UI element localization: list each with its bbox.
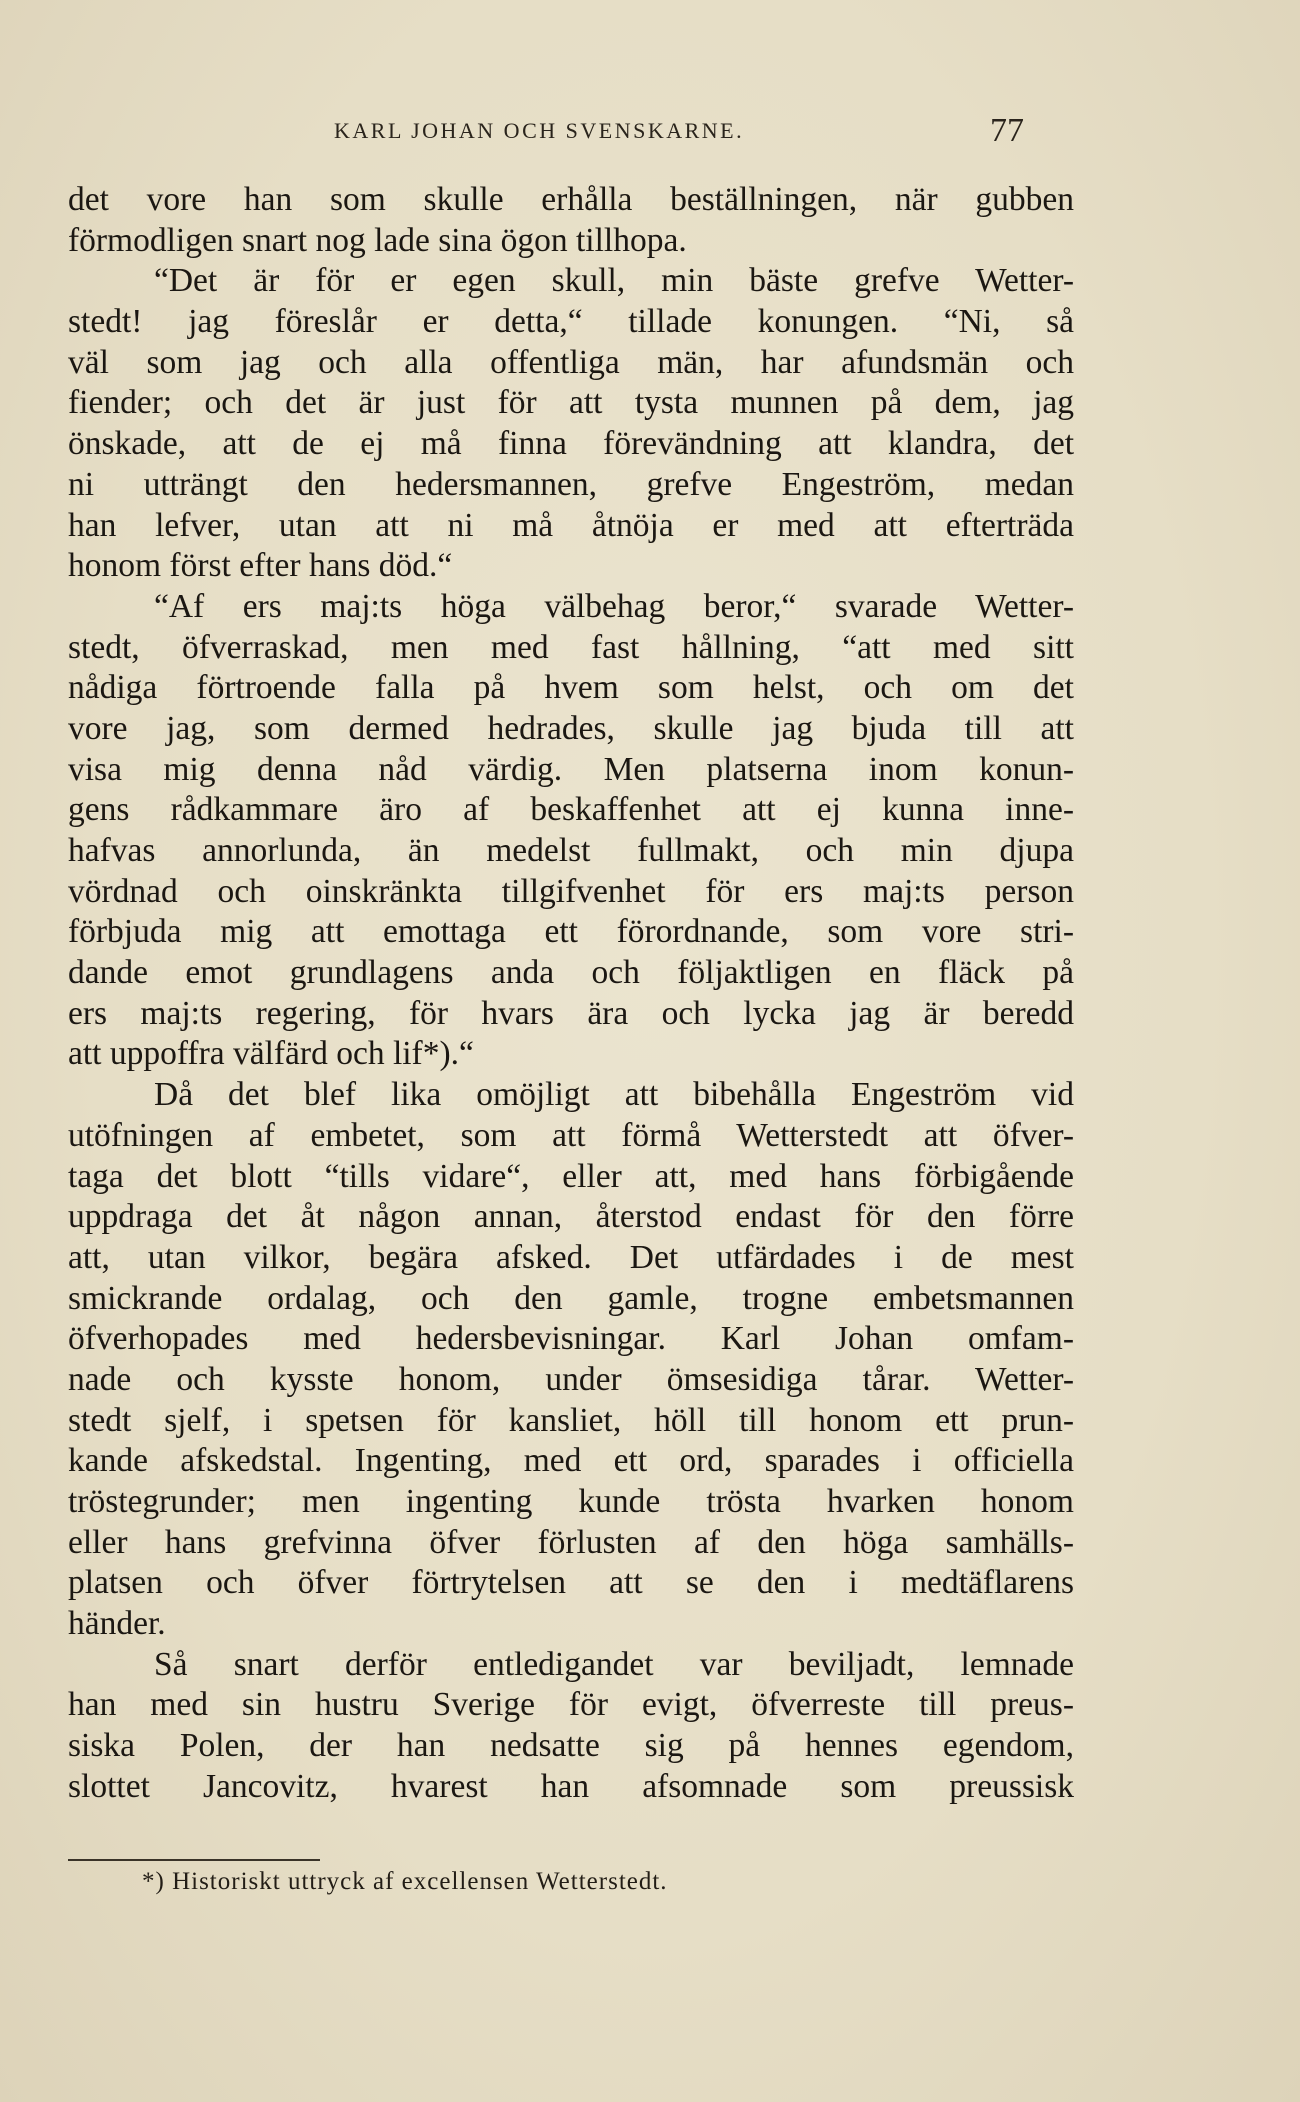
text-line: “Af ers maj:ts höga välbehag beror,“ svarade Wetter- (154, 587, 1074, 625)
page-number: 77 (990, 112, 1024, 149)
text-line: vördnad och oinskränkta tillgifvenhet för ers maj:ts person (68, 872, 1074, 910)
text-line: eller hans grefvinna öfver förlusten af den höga samhälls- (68, 1523, 1074, 1561)
body-text (68, 180, 1074, 1808)
text-line: förmodligen snart nog lade sina ögon tillhopa. (68, 221, 687, 259)
text-line: tröstegrunder; men ingenting kunde trösta hvarken honom (68, 1483, 1074, 1520)
text-line: stedt sjelf, i spetsen för kansliet, höll till honom ett prun- (68, 1401, 1074, 1439)
text-line: stedt! jag föreslår er detta,“ tillade konungen. “Ni, så (68, 303, 1074, 341)
footnote-rule (68, 1859, 320, 1861)
text-line: vore jag, som dermed hedrades, skulle jag bjuda till att (68, 709, 1074, 747)
footnote: *) Historiskt uttryck af excellensen Wetterstedt. (142, 1868, 668, 1895)
text-line: öfverhopades med hedersbevisningar. Karl Johan omfam- (68, 1320, 1074, 1358)
text-line: dande emot grundlagens anda och följaktligen en fläck på (68, 954, 1074, 992)
text-line: kande afskedstal. Ingenting, med ett ord, sparades i officiella (68, 1442, 1074, 1480)
text-line: siska Polen, der han nedsatte sig på hennes egendom, (68, 1727, 1074, 1765)
text-line: att, utan vilkor, begära afsked. Det utfärdades i de mest (68, 1238, 1074, 1276)
text-line: taga det blott “tills vidare“, eller att, med hans förbigående (68, 1157, 1074, 1195)
running-head (0, 112, 1300, 152)
text-line: att uppoffra välfärd och lif*).“ (68, 1035, 474, 1073)
text-line: det vore han som skulle erhålla beställningen, när gubben (68, 181, 1074, 218)
text-line: fiender; och det är just för att tysta munnen på dem, jag (68, 384, 1074, 422)
text-line: hafvas annorlunda, än medelst fullmakt, och min djupa (68, 832, 1074, 869)
text-line: stedt, öfverraskad, men med fast hållning, “att med sitt (68, 628, 1074, 666)
text-line: utöfningen af embetet, som att förmå Wetterstedt att öfver- (68, 1116, 1074, 1154)
text-line: uppdraga det åt någon annan, återstod endast för den förre (68, 1198, 1074, 1236)
text-line: smickrande ordalag, och den gamle, trogne embetsmannen (68, 1279, 1074, 1317)
text-line: önskade, att de ej må finna förevändning att klandra, det (68, 425, 1074, 463)
running-head-title: KARL JOHAN OCH SVENSKARNE. (334, 118, 745, 143)
text-line: ni utträngt den hedersmannen, grefve Engeström, medan (68, 465, 1074, 503)
text-line: Så snart derför entledigandet var beviljadt, lemnade (154, 1645, 1074, 1683)
text-line: visa mig denna nåd värdig. Men platserna inom konun- (68, 750, 1074, 788)
text-line: gens rådkammare äro af beskaffenhet att ej kunna inne- (68, 791, 1074, 829)
text-line: ers maj:ts regering, för hvars ära och lycka jag är beredd (68, 994, 1074, 1032)
text-line: nådiga förtroende falla på hvem som helst, och om det (68, 669, 1074, 707)
text-line: honom först efter hans död.“ (68, 547, 453, 585)
text-line: platsen och öfver förtrytelsen att se den i medtäflarens (68, 1564, 1074, 1602)
text-line: nade och kysste honom, under ömsesidiga tårar. Wetter- (68, 1360, 1074, 1398)
text-line: förbjuda mig att emottaga ett förordnande, som vore stri- (68, 913, 1074, 951)
text-line: slottet Jancovitz, hvarest han afsomnade som preussisk (68, 1767, 1074, 1805)
text-line: händer. (68, 1605, 166, 1643)
text-line: “Det är för er egen skull, min bäste grefve Wetter- (154, 262, 1074, 300)
text-line: Då det blef lika omöjligt att bibehålla Engeström vid (154, 1076, 1074, 1114)
text-line: väl som jag och alla offentliga män, har afundsmän och (68, 343, 1074, 381)
text-line: han lefver, utan att ni må åtnöja er med att efterträda (68, 506, 1074, 544)
text-line: han med sin hustru Sverige för evigt, öfverreste till preus- (68, 1686, 1074, 1724)
